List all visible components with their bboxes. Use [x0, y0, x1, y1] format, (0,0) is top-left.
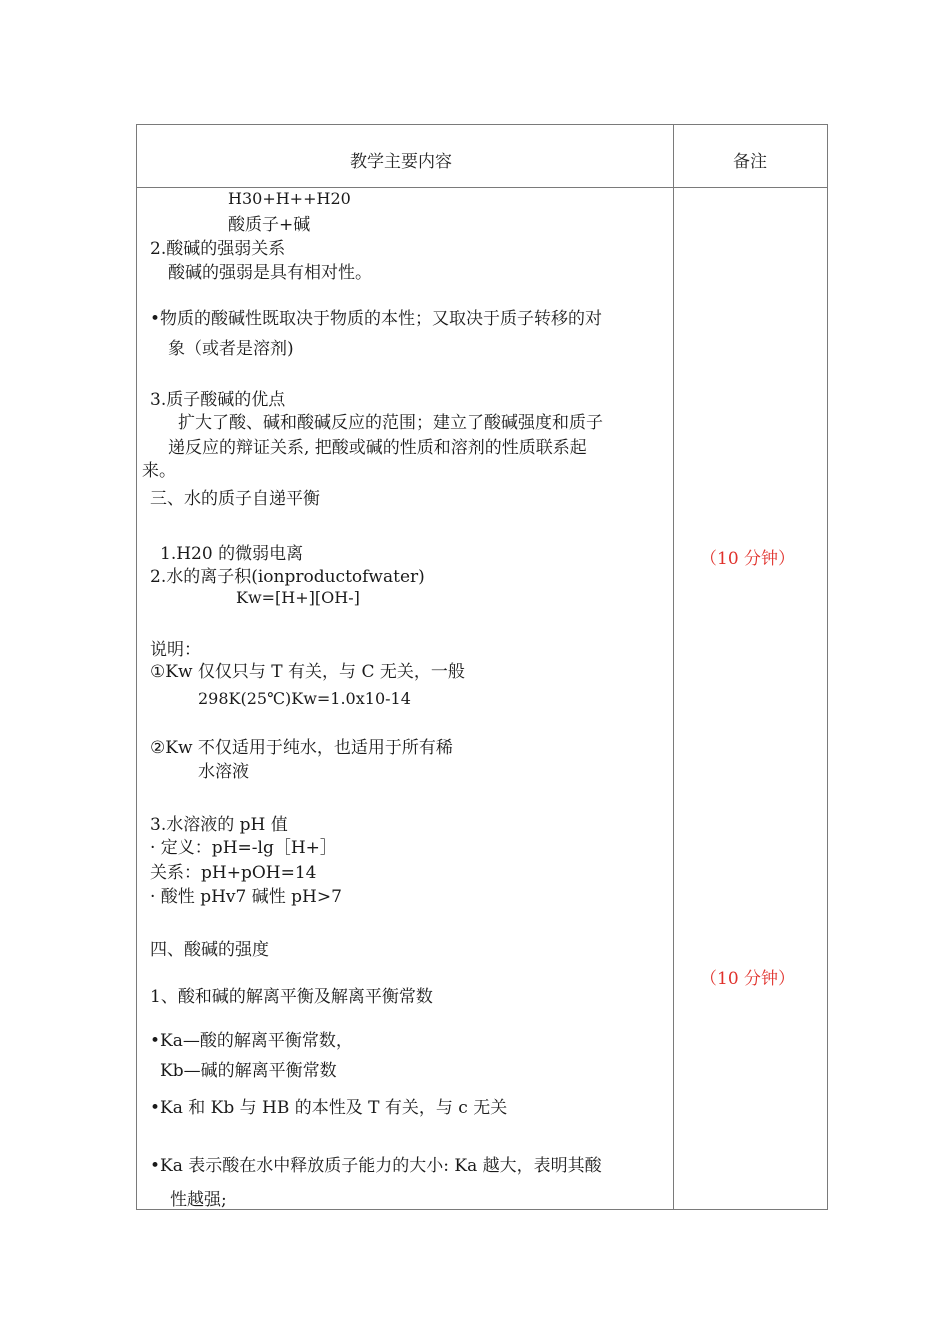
label: 说明：: [150, 640, 201, 660]
list-item: · 定义：pH=-lg［H+］: [150, 838, 337, 858]
section-heading: 四、酸碱的强度: [150, 940, 269, 960]
column-divider: [673, 124, 674, 1210]
list-item: Ka—酸的解离平衡常数，: [160, 1031, 353, 1051]
list-item: 1.H20 的微弱电离: [160, 544, 304, 564]
equation-line: H30+H++H20: [228, 189, 351, 208]
list-item: 2.水的离子积(ionproductofwater): [150, 567, 425, 587]
section-title: 3.水溶液的 pH 值: [150, 815, 288, 835]
paragraph: 水溶液: [198, 762, 249, 782]
paragraph: 象（或者是溶剂): [168, 339, 294, 359]
paragraph: 扩大了酸、碱和酸碱反应的范围；建立了酸碱强度和质子: [178, 413, 603, 433]
section-title: 2.酸碱的强弱关系: [150, 239, 286, 259]
equation-line: Kw=[H+][OH-]: [236, 588, 360, 607]
list-item: Ka 和 Kb 与 HB 的本性及 T 有关，与 c 无关: [160, 1098, 508, 1118]
bullet: •: [150, 1031, 161, 1051]
list-item: 关系：pH+pOH=14: [150, 863, 317, 883]
list-item: · 酸性 pHv7 碱性 pH>7: [150, 887, 342, 907]
header-content-column: 教学主要内容: [350, 152, 452, 172]
section-title: 3.质子酸碱的优点: [150, 390, 286, 410]
header-notes-column: 备注: [733, 152, 767, 172]
bullet: •: [150, 1098, 161, 1118]
header-divider: [136, 187, 828, 188]
equation-labels: 酸质子+碱: [228, 215, 311, 235]
list-item: ①Kw 仅仅只与 T 有关，与 C 无关，一般: [150, 662, 465, 682]
paragraph: Ka 表示酸在水中释放质子能力的大小: Ka 越大，表明其酸: [160, 1156, 602, 1176]
paragraph: 递反应的辩证关系, 把酸或碱的性质和溶剂的性质联系起: [168, 438, 587, 458]
paragraph-clipped: 来。: [142, 461, 176, 478]
bullet: •: [150, 1156, 161, 1176]
paragraph: 酸碱的强弱是具有相对性。: [168, 263, 372, 283]
section-title: 1、酸和碱的解离平衡及解离平衡常数: [150, 987, 433, 1007]
clipped-line-container: [137, 458, 673, 478]
list-item: Kb—碱的解离平衡常数: [160, 1061, 337, 1081]
section-heading: 三、水的质子自递平衡: [150, 489, 320, 509]
bullet: •: [150, 309, 161, 329]
paragraph: 298K(25℃)Kw=1.0x10-14: [198, 689, 411, 708]
list-item: ②Kw 不仅适用于纯水，也适用于所有稀: [150, 738, 453, 758]
paragraph: 性越强;: [170, 1190, 227, 1210]
paragraph: 物质的酸碱性既取决于物质的本性；又取决于质子转移的对: [160, 309, 602, 329]
time-note: （10 分钟）: [700, 549, 796, 569]
time-note: （10 分钟）: [700, 969, 796, 989]
